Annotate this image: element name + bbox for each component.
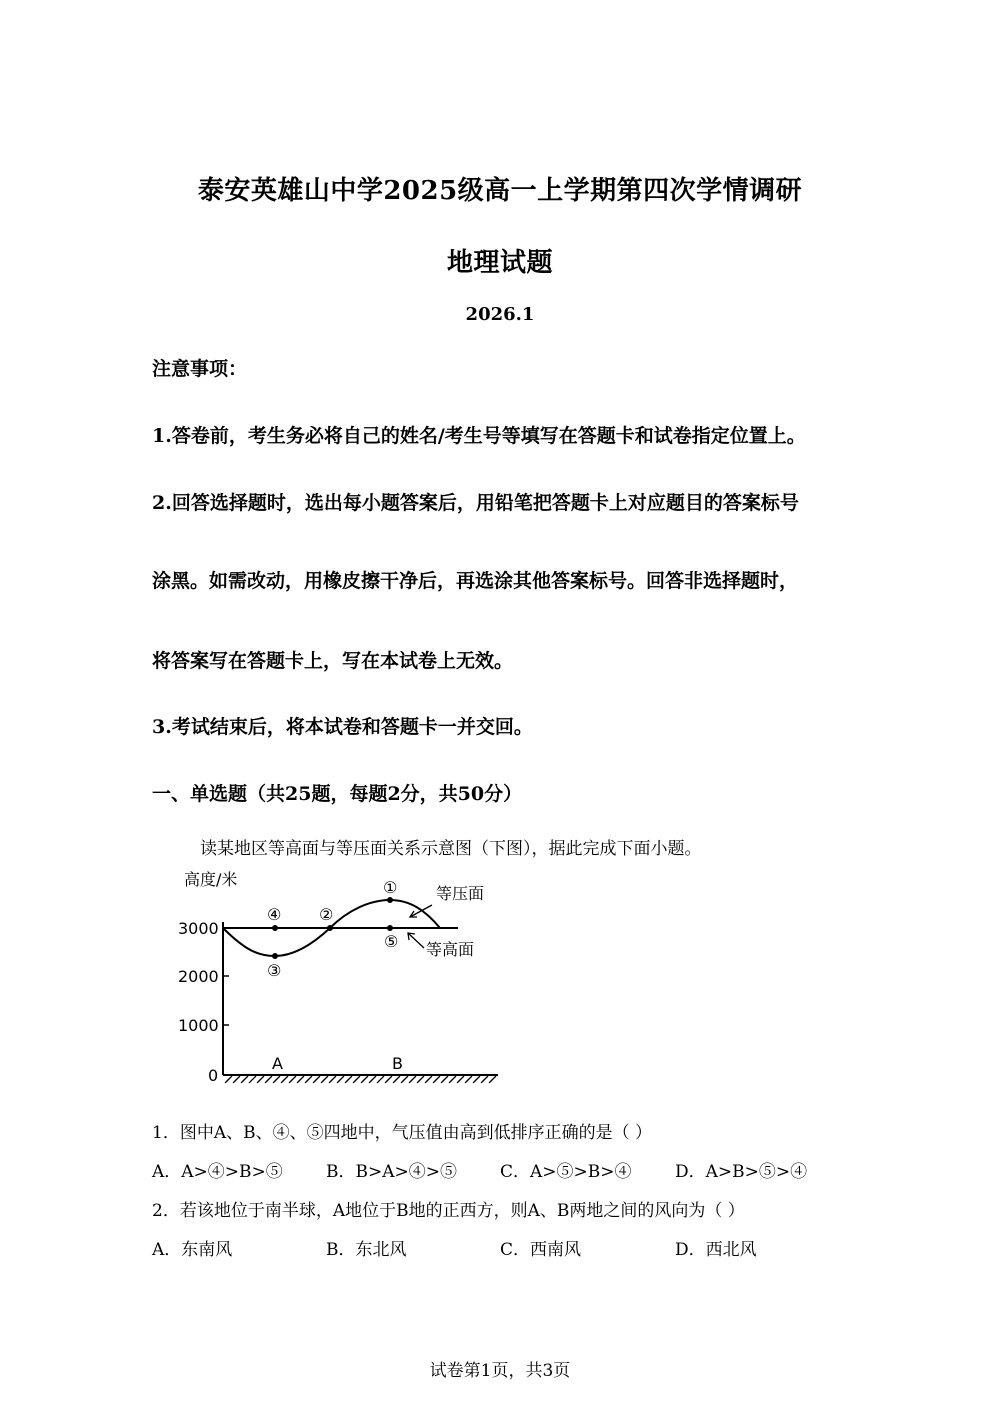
notice-item-2-line-1: 2.回答选择题时，选出每小题答案后，用铅笔把答题卡上对应题目的答案标号 [152, 492, 799, 514]
isobar-diagram [170, 862, 510, 1092]
point-label-4: ④ [267, 905, 282, 924]
notice-item-2-line-2: 涂黑。如需改动，用橡皮擦干净后，再选涂其他答案标号。回答非选择题时， [152, 570, 799, 592]
question-1-option-a: A．A>④>B>⑤ [152, 1162, 283, 1182]
notice-heading: 注意事项： [152, 358, 248, 380]
y-tick-label-2000: 2000 [178, 967, 219, 986]
subject-title: 地理试题 [446, 248, 553, 278]
isoheight-label: 等高面 [426, 940, 475, 959]
point-3-dot [272, 953, 278, 959]
question-2-option-b: B．东北风 [326, 1240, 407, 1260]
question-1-option-d: D．A>B>⑤>④ [675, 1162, 808, 1182]
ground-label-a: A [272, 1054, 283, 1073]
question-2-option-d: D．西北风 [675, 1240, 757, 1260]
y-axis-label: 高度/米 [184, 870, 238, 889]
point-label-5: ⑤ [384, 932, 399, 951]
ground-label-b: B [392, 1054, 403, 1073]
y-tick-label-1000: 1000 [178, 1016, 219, 1035]
isobar-label: 等压面 [436, 884, 485, 903]
question-1-option-c: C．A>⑤>B>④ [500, 1162, 632, 1182]
point-label-1: ① [383, 878, 398, 897]
point-label-3: ③ [267, 961, 282, 980]
ground-hatching [225, 1076, 496, 1083]
exam-date: 2026.1 [465, 304, 535, 325]
question-intro: 读某地区等高面与等压面关系示意图（下图），据此完成下面小题。 [200, 839, 702, 859]
point-1-dot [387, 897, 393, 903]
y-tick-label-0: 0 [208, 1066, 219, 1085]
point-2-dot [327, 925, 333, 931]
page-footer: 试卷第1页，共3页 [429, 1361, 571, 1381]
y-tick-label-3000: 3000 [178, 919, 219, 938]
point-4-dot [272, 925, 278, 931]
notice-item-1: 1.答卷前，考生务必将自己的姓名/考生号等填写在答题卡和试卷指定位置上。 [152, 425, 806, 447]
section-heading: 一、单选题（共25题，每题2分，共50分） [152, 783, 523, 805]
notice-item-2-line-3: 将答案写在答题卡上，写在本试卷上无效。 [152, 650, 514, 672]
exam-title: 泰安英雄山中学2025级高一上学期第四次学情调研 [197, 176, 803, 206]
notice-item-3: 3.考试结束后，将本试卷和答题卡一并交回。 [152, 716, 533, 738]
question-1-stem: 1．图中A、B、④、⑤四地中，气压值由高到低排序正确的是（ ） [152, 1123, 652, 1143]
point-label-2: ② [319, 905, 334, 924]
question-2-option-a: A．东南风 [152, 1240, 233, 1260]
question-2-stem: 2．若该地位于南半球，A地位于B地的正西方，则A、B两地之间的风向为（ ） [152, 1201, 745, 1221]
point-5-dot [387, 925, 393, 931]
question-1-option-b: B．B>A>④>⑤ [326, 1162, 457, 1182]
question-2-option-c: C．西南风 [500, 1240, 582, 1260]
isoheight-callout-arrow [408, 933, 424, 948]
